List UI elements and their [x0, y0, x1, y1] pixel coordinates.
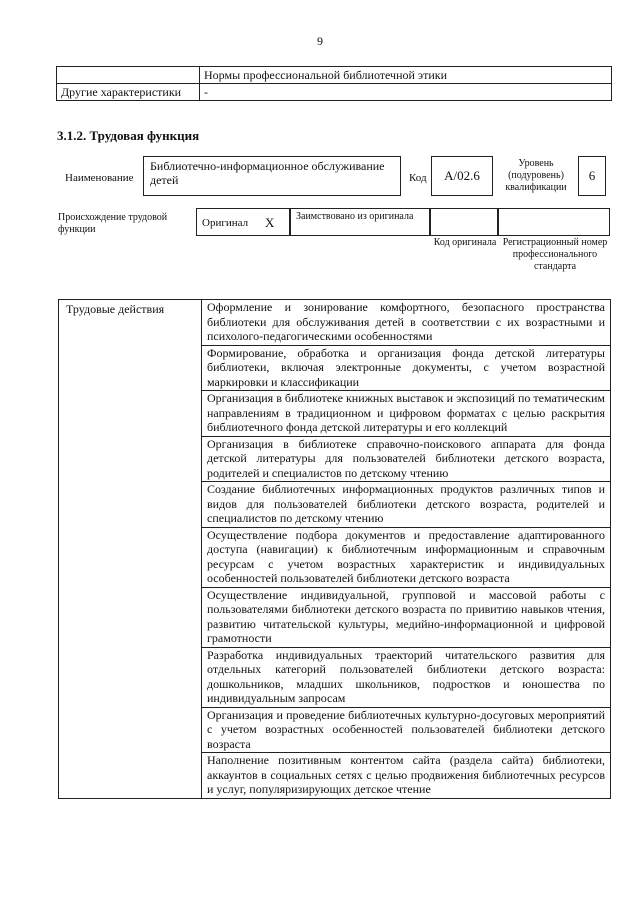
- function-name-value: Библиотечно-информационное обслуживание детей: [150, 159, 385, 187]
- page-number: 9: [317, 34, 323, 48]
- section-title: 3.1.2. Трудовая функция: [57, 128, 200, 143]
- reg-number-label: Регистрационный номер профессионального стандарта: [502, 237, 608, 272]
- code-label: Код: [409, 172, 427, 184]
- ethics-norms-cell: Нормы профессиональной библиотечной этики: [200, 67, 612, 84]
- labor-action-item: Организация в библиотеке книжных выставок и экспозиций по тематическим направлениям в традиционном и цифровом форматах с целью раскрытия библиотечного фонда детской литературы и его коллекций: [202, 391, 611, 437]
- code-original-box: [430, 208, 498, 236]
- labor-action-item: Создание библиотечных информационных продуктов различных типов и видов для пользователей библиотеки детского возраста, родителей и специалистов по детскому чтению: [202, 482, 611, 528]
- labor-action-item: Организация в библиотеке справочно-поискового аппарата для фонда детской литературы для пользователей библиотеки детского возраста, родителей и специалистов по детскому чтению: [202, 436, 611, 482]
- table-row: [59, 300, 611, 346]
- other-characteristics-table: [56, 66, 612, 101]
- name-label: Наименование: [65, 172, 134, 184]
- borrowed-box: [290, 208, 430, 236]
- borrowed-label: Заимствовано из оригинала: [296, 211, 414, 222]
- original-box: [196, 208, 290, 236]
- qualification-level-label: Уровень (подуровень) квалификации: [505, 158, 567, 193]
- qualification-level-box: [578, 156, 606, 196]
- function-code-box: [431, 156, 493, 196]
- table-row: [57, 84, 612, 101]
- function-name-box: [143, 156, 401, 196]
- original-label: Оригинал: [202, 217, 249, 229]
- labor-action-item: Оформление и зонирование комфортного, безопасного пространства библиотеки для обслуживания детей в соответствии с их возрастными и психолого-педагогическими особенностями: [202, 300, 611, 346]
- labor-action-item: Формирование, обработка и организация фонда детской литературы библиотеки, включая электронные документы, с учетом возрастной маркировки и классификации: [202, 345, 611, 391]
- labor-action-item: Разработка индивидуальных траекторий читательского развития для отдельных категорий пользователей библиотеки детского возраста: дошкольников, младших школьников, подростков и юношества по индивидуальным запросам: [202, 647, 611, 707]
- labor-actions-label: Трудовые действия: [59, 300, 202, 799]
- labor-action-item: Наполнение позитивным контентом сайта (раздела сайта) библиотеки, аккаунтов в социальных сетях с целью продвижения библиотечных ресурсов и услуг, популяризирующих детское чтение: [202, 753, 611, 799]
- original-mark: X: [265, 215, 275, 230]
- labor-actions-table: [58, 299, 611, 799]
- labor-action-item: Осуществление подбора документов и предоставление адаптированного доступа (навигации) к библиотечным информационным и справочным ресурсам с учетом возрастных характеристик и индивидуальных особенностей пользователей библиотеки детского возраста: [202, 527, 611, 587]
- labor-action-item: Осуществление индивидуальной, групповой и массовой работы с пользователями библиотеки детского возраста по привитию навыков чтения, развитию читательской культуры, медийно-информационной и цифровой грамотности: [202, 587, 611, 647]
- table-cell-empty: [57, 67, 200, 84]
- function-code-value: А/02.6: [444, 168, 480, 183]
- other-characteristics-label: Другие характеристики: [57, 84, 200, 101]
- table-row: [57, 67, 612, 84]
- reg-number-box: [498, 208, 610, 236]
- labor-action-item: Организация и проведение библиотечных культурно-досуговых мероприятий с учетом возрастных особенностей пользователей библиотеки детского возраста: [202, 707, 611, 753]
- code-original-label: Код оригинала: [433, 237, 497, 248]
- other-characteristics-value: -: [200, 84, 612, 101]
- qualification-level-value: 6: [588, 168, 596, 183]
- origin-label: Происхождение трудовой функции: [58, 212, 168, 235]
